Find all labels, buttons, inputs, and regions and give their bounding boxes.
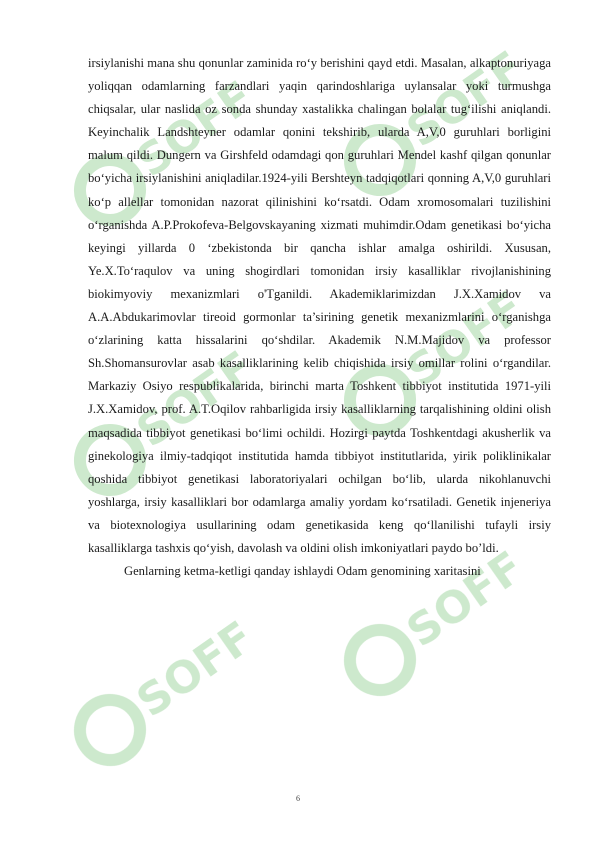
watermark-word: SOFF [397,41,533,158]
page-number: 6 [296,794,300,803]
watermark-word: SOFF [127,71,263,188]
paragraph-2: Genlarning ketma-ketligi qanday ishlaydi Odam genomining xaritasini [124,564,481,579]
watermark-word: SOFF [127,341,263,458]
watermark-word: SOFF [127,611,263,728]
body-text [88,52,551,583]
paragraph-1: irsiylanishi mana shu qonunlar zaminida ro‘y berishini qayd etdi. Masalan, alkaptonuriyaga yoliqqan odamlarning farzandlari yaqin qarindoshlariga uylansalar yoki turmushga chiqsalar, ular naslida oz sonda shunday xastalikka chalingan bolalar tug‘ilishi aniqlandi. Keyinchalik Landshteyner odamlar qonini tekshirib, ularda A,V,0 guruhlari borligini malum qildi. Dungern va Girshfeld odamdagi qon guruhlari Mendel kashf qilgan qonunlar bo‘yicha irsiylanishini aniqladilar.1924-yili Bershteyn tadqiqotlari qonning A,V,0 guruhlari ko‘p allellar tomonidan nazorat qilinishini ko‘rsatdi. Odam xromosomalari tuzilishini o‘rganishda A.P.Prokofeva-Belgovskayaning xizmati muhimdir.Odam genetikasi bo‘yicha keyingi yillarda 0 ‘zbekistonda bir qancha ishlar amalga oshirildi. Xususan, Ye.X.To‘raqulov va uning shogirdlari tomonidan irsiy kasalliklar rivojlanishining biokimyoviy mexanizmlari o'Tganildi. Akademiklarimizdan J.X.Xamidov va A.A.Abdukarimovlar tireoid gormonlar ta’sirining genetik mexanizmlarini o‘rganishga o‘zlarining katta hissalarini qo‘shdilar. Akademik N.M.Majidov va professor Sh.Shomansurovlar asab kasalliklarining kelib chiqishida irsiy omillar rolini o‘rgandilar. Markaziy Osiyo respublikalarida, birinchi marta Toshkent tibbiyot institutida 1971-yili J.X.Xamidov, prof. A.T.Oqilov rahbarligida irsiy kasalliklarning tarqalishining oldini olish maqsadida tibbiyot genetikasi bo‘limi ochildi. Hozirgi paytda Toshkentdagi akusherlik va ginekologiya ilmiy-tadqiqot institutida hamda tibbiyot institutlarida, yirik poliklinikalar qoshida tibbiyot genetikasi laboratoriyalari ochilgan bo‘lib, ularda nikohlanuvchi yoshlarga, irsiy kasalliklari bor odamlarga amaliy yordam ko‘rsatiladi. Genetik injeneriya va biotexnologiya usullarining odam genetikasida keng qo‘llanilishi tufayli irsiy kasalliklarga tashxis qo‘yish, davolash va oldini olish imkoniyatlari paydo bo’ldi. [88,56,551,555]
watermark-word: SOFF [397,541,533,658]
watermark-mark [68,608,266,771]
watermark-word: SOFF [397,281,533,398]
watermark-ring [338,618,422,702]
watermark-ring [68,688,152,772]
